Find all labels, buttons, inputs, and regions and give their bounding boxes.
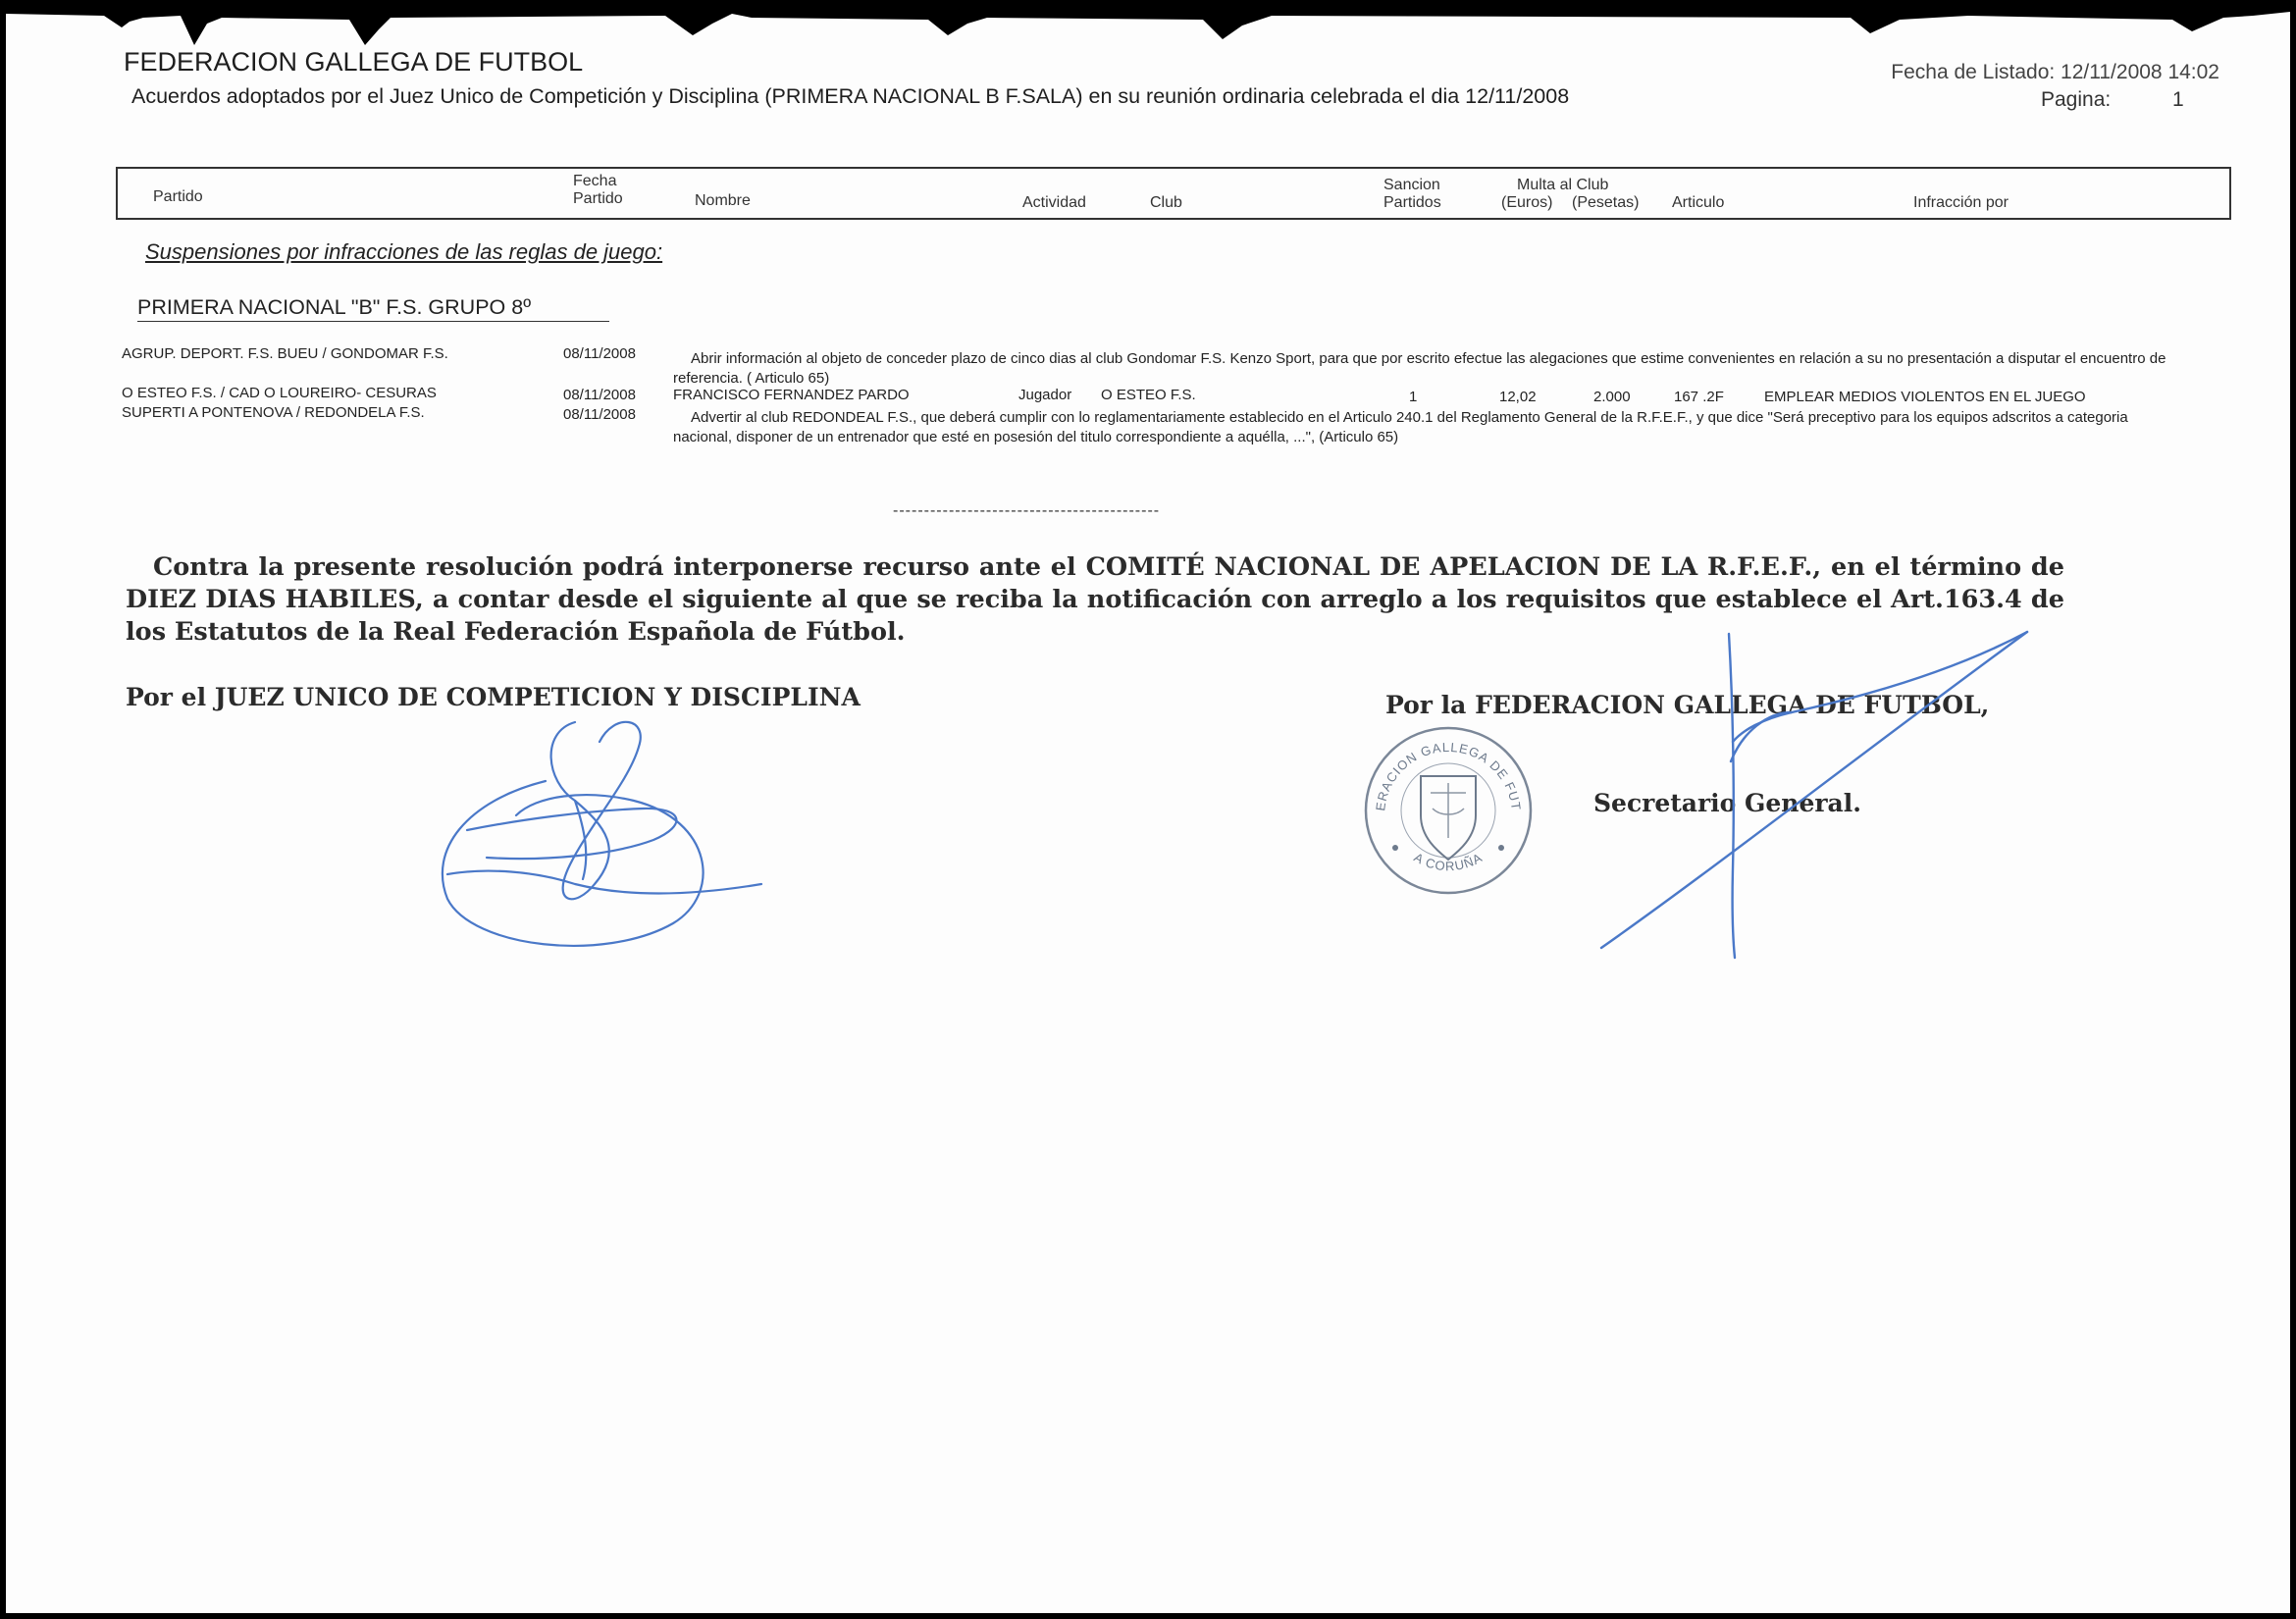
seal-text-bottom: A CORUÑA — [1411, 849, 1486, 874]
col-sancion-partidos: Partidos — [1383, 194, 1441, 211]
row-3-text: Advertir al club REDONDEAL F.S., que deberá cumplir con lo reglamentariamente establecido en el Articulo 240.1 del Reglamento General de la R.F.E.F., y que dice "Será preceptivo para los equipos adscritos a categoria nacional, disponer de un entrenador que esté en posesión del titulo correspondiente a aquélla, ...", (Articulo 65) — [673, 409, 2128, 445]
signature-left — [428, 693, 781, 958]
document-title: FEDERACION GALLEGA DE FUTBOL — [124, 47, 584, 77]
row-2-articulo: 167 .2F — [1674, 389, 1724, 405]
col-euros: (Euros) — [1501, 194, 1553, 211]
section-title: Suspensiones por infracciones de las reglas de juego: — [145, 239, 663, 264]
divider-line: ------------------------------------------- — [893, 502, 1161, 519]
row-2-fecha: 08/11/2008 — [563, 387, 636, 403]
row-2-euros: 12,02 — [1499, 389, 1537, 405]
row-2-infraccion: EMPLEAR MEDIOS VIOLENTOS EN EL JUEGO — [1764, 389, 2086, 405]
col-actividad: Actividad — [1022, 194, 1086, 211]
listing-date: Fecha de Listado: 12/11/2008 14:02 — [1891, 61, 2219, 83]
row-1-partido: AGRUP. DEPORT. F.S. BUEU / GONDOMAR F.S. — [122, 345, 448, 362]
col-fecha: Fecha — [573, 173, 617, 189]
row-3-partido: SUPERTI A PONTENOVA / REDONDELA F.S. — [122, 404, 425, 421]
document-page — [6, 6, 2290, 1613]
row-3-fecha: 08/11/2008 — [563, 406, 636, 423]
row-1-text: Abrir información al objeto de conceder plazo de cinco dias al club Gondomar F.S. Kenzo Sport, para que por escrito efectue las alegaciones que estime convenientes en relación a su no presentación a disputar el encuentro de referencia. ( Articulo 65) — [673, 350, 2166, 387]
col-sancion: Sancion — [1383, 177, 1440, 193]
col-club: Club — [1150, 194, 1182, 211]
row-2-sancion-partidos: 1 — [1409, 389, 1418, 405]
row-2-club: O ESTEO F.S. — [1101, 387, 1196, 403]
federation-seal — [1354, 710, 1537, 899]
row-2-pesetas: 2.000 — [1593, 389, 1631, 405]
col-multa: Multa al Club — [1517, 177, 1609, 193]
signature-left-label: Por el JUEZ UNICO DE COMPETICION Y DISCIPLINA — [126, 683, 861, 711]
document-subtitle: Acuerdos adoptados por el Juez Unico de Competición y Disciplina (PRIMERA NACIONAL B F.SALA) en su reunión ordinaria celebrada el dia 12/11/2008 — [131, 84, 1570, 108]
signature-right — [1595, 614, 2047, 967]
row-2-partido: O ESTEO F.S. / CAD O LOUREIRO- CESURAS — [122, 385, 437, 401]
col-nombre: Nombre — [695, 192, 751, 209]
appeal-notice: Contra la presente resolución podrá interponerse recurso ante el COMITÉ NACIONAL DE APELACION DE LA R.F.E.F., en el término de DIEZ DIAS HABILES, a contar desde el siguiente al que se reciba la notificación con arreglo a los requisitos que establece el Art.163.4 de los Estatutos de la Real Federación Española de Fútbol. — [126, 552, 2064, 647]
seal-text-top: FEDERACION GALLEGA DE FUTBOL — [1354, 710, 1524, 812]
signature-role: Secretario General. — [1593, 789, 1861, 817]
col-partido: Partido — [153, 188, 203, 205]
page-number: 1 — [2172, 88, 2184, 111]
row-2-nombre: FRANCISCO FERNANDEZ PARDO — [673, 387, 910, 403]
row-2-actividad: Jugador — [1018, 387, 1072, 403]
row-1-fecha: 08/11/2008 — [563, 345, 636, 362]
col-pesetas: (Pesetas) — [1572, 194, 1640, 211]
signature-right-label: Por la FEDERACION GALLEGA DE FUTBOL, — [1385, 691, 1990, 719]
col-fecha-partido: Partido — [573, 190, 623, 207]
table-header — [116, 167, 2231, 220]
page-label: Pagina: — [2041, 88, 2112, 111]
group-title: PRIMERA NACIONAL "B" F.S. GRUPO 8º — [137, 293, 609, 322]
col-articulo: Articulo — [1672, 194, 1725, 211]
col-infraccion: Infracción por — [1913, 194, 2009, 211]
